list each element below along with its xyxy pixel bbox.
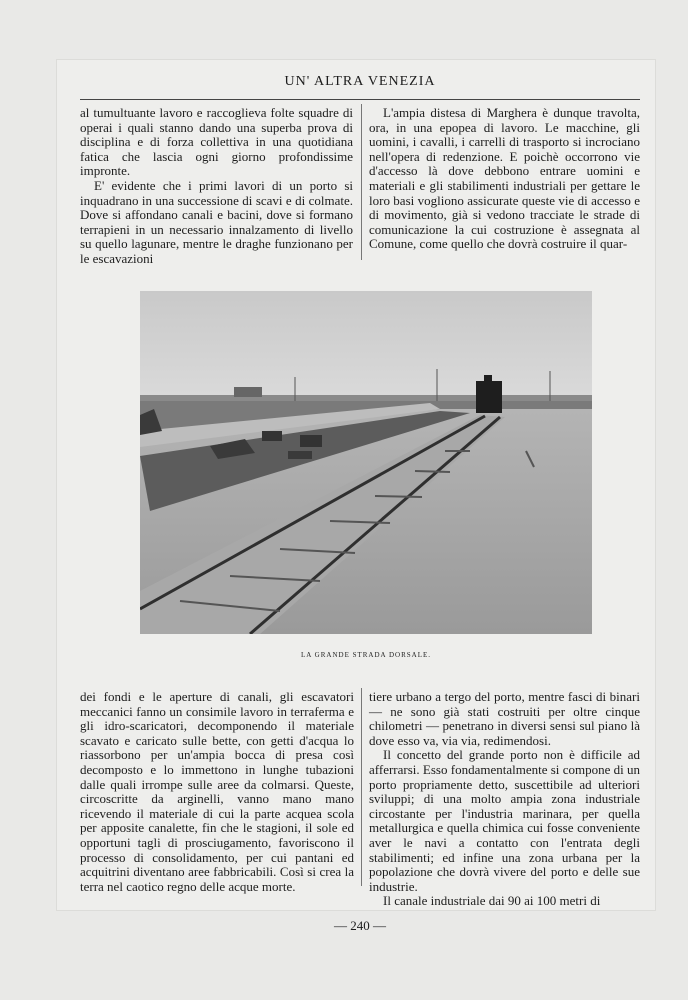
running-header: UN' ALTRA VENEZIA [284, 74, 436, 89]
photograph-railway-road [140, 291, 592, 634]
bottom-left-column [80, 690, 354, 894]
header-rule [80, 99, 640, 100]
paragraph: Il canale industriale dai 90 ai 100 metri di [383, 893, 601, 909]
photo-caption: LA GRANDE STRADA DORSALE. [300, 651, 431, 659]
railway-photo-illustration [140, 291, 592, 634]
column-divider [361, 104, 362, 260]
top-left-column [80, 106, 353, 267]
bottom-right-column [369, 690, 640, 909]
paragraph: L'ampia distesa di Marghera è dunque travolta, ora, in una epopea di lavoro. Le macchine, gli uomini, i cavalli, i carrelli di trasporto si incrociano nell'opera di redenzione. E poichè occorrono vie d'accesso là dove debbono entrare uomini e materiali e gli stabilimenti industriali per gettare le loro basi vogliono assicurate queste vie di accesso e di movimento, già si vedono tracciate le strade di comunicazione la cui costruzione è assegnata al Comune, come quello che dovrà costruire il quar- [369, 105, 640, 252]
paragraph: Il concetto del grande porto non è difficile ad afferrarsi. Esso fondamentalmente si compone di un porto propriamente detto, suscettibile ad ulteriori sviluppi; di una molto ampia zona industriale circostante per l'industria marinara, per quella metallurgica e quella chimica cui fosse conveniente aver le navi a contatto con l'entrata degli stabilimenti; ed infine una zona urbana per la popolazione che dovrà vivere del porto e delle sue industrie. [369, 747, 640, 894]
paragraph: al tumultuante lavoro e raccoglieva folte squadre di operai i quali stanno dando una superba prova di disciplina e di forza collettiva in una quotidiana fatica che lascia ogni giorno profondissime impronte. [80, 105, 353, 179]
paragraph: dei fondi e le aperture di canali, gli escavatori meccanici fanno un consimile lavoro in terraferma e gli idro-scaricatori, decomponendo il materiale scavato e caricato sulle bette, con getti d'acqua lo riassorbono per un'ampia bocca di presa così decomposto e lo immettono in lunghe tubazioni dalle quali irrompe sulle aree da colmarsi. Queste, circoscritte da arginelli, vanno mano mano ricevendo il materiale di cui la parte acquea scola per apposite canalette, fin che le stagioni, il sole ed opportuni tagli di prosciugamento, favoriscono il processo di consolidamento, per cui pantani ed acquitrini diventano aree fabbricabili. Così si crea la terra nel caotico regno delle acque morte. [80, 689, 354, 894]
paragraph: E' evidente che i primi lavori di un porto si inquadrano in una successione di scavi e di colmate. Dove si affondano canali e bacini, dove si formano terrapieni in un necessario innalzamento di livello su quello lagunare, mentre le draghe funzionano per le escavazioni [80, 177, 353, 266]
paragraph: tiere urbano a tergo del porto, mentre fasci di binari — ne sono già stati costruiti per oltre cinque chilometri — penetrano in diversi sensi sul piano là dove esso va, via via, redimendosi. [369, 689, 640, 748]
page-number: — 240 — [334, 918, 386, 933]
top-right-column [369, 106, 640, 252]
column-divider [361, 688, 362, 886]
